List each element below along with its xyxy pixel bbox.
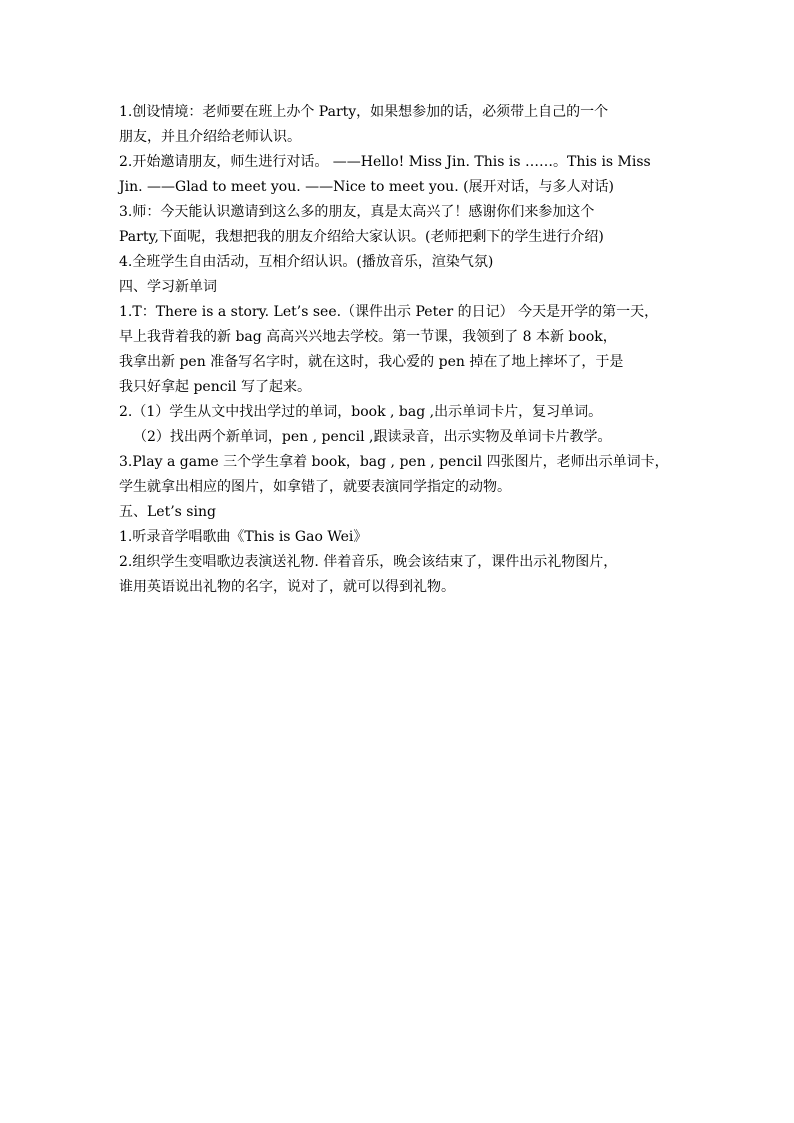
section-heading: 四、学习新单词 [119,279,217,295]
paragraph-line: 4.全班学生自由活动，互相介绍认识。(播放音乐，渲染气氛) [119,254,494,270]
section-heading: 五、Let’s sing [119,504,216,520]
paragraph-line: 学生就拿出相应的图片，如拿错了，就要表演同学指定的动物。 [119,479,511,495]
document-body [119,100,679,600]
paragraph-line: 我拿出新 pen 准备写名字时，就在这时，我心爱的 pen 掉在了地上摔坏了，于是 [119,354,624,370]
paragraph-line: 2.开始邀请朋友，师生进行对话。 ——Hello! Miss Jin. This is ……。This is Miss [119,154,651,170]
paragraph-line: 3.师：今天能认识邀请到这么多的朋友，真是太高兴了！感谢你们来参加这个 [119,204,595,220]
paragraph-line: 2.（1）学生从文中找出学过的单词，book , bag ,出示单词卡片，复习单词。 [119,404,603,420]
paragraph-line: 2.组织学生变唱歌边表演送礼物. 伴着音乐，晚会该结束了，课件出示礼物图片， [119,554,618,570]
paragraph-line: 1.听录音学唱歌曲《This is Gao Wei》 [119,529,368,545]
paragraph-line: Jin. ——Glad to meet you. ——Nice to meet you. (展开对话，与多人对话) [119,179,615,195]
paragraph-line: 1.T：There is a story. Let’s see.（课件出示 Peter 的日记） 今天是开学的第一天， [119,304,659,320]
paragraph-line: 1.创设情境：老师要在班上办个 Party，如果想参加的话，必须带上自己的一个 [119,104,609,120]
paragraph-line: 我只好拿起 pencil 写了起来。 [119,379,311,395]
paragraph-line: （2）找出两个新单词，pen , pencil ,跟读录音，出示实物及单词卡片教学。 [133,429,612,445]
paragraph-line: 谁用英语说出礼物的名字，说对了，就可以得到礼物。 [119,579,455,595]
paragraph-line: 3.Play a game 三个学生拿着 book，bag , pen , pencil 四张图片，老师出示单词卡， [119,454,669,470]
paragraph-line: Party,下面呢，我想把我的朋友介绍给大家认识。(老师把剩下的学生进行介绍) [119,229,604,245]
paragraph-line: 朋友，并且介绍给老师认识。 [119,129,301,145]
paragraph-line: 早上我背着我的新 bag 高高兴兴地去学校。第一节课，我领到了 8 本新 book， [119,329,617,345]
